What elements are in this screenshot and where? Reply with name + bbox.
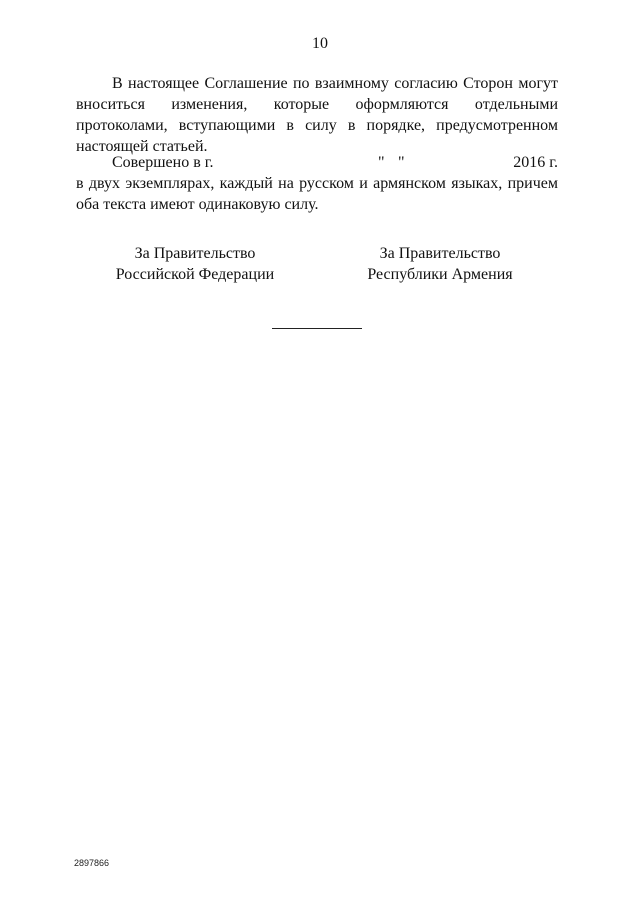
paragraph-amendments	[76, 73, 558, 157]
document-code: 2897866	[74, 858, 110, 868]
signature-block-armenia	[355, 243, 525, 285]
paragraph-copies: в двух экземплярах, каждый на русском и армянском языках, причем оба текста имеют одинаковую силу.	[76, 175, 558, 213]
signing-place-date-line	[76, 152, 558, 173]
date-quote-close: "	[398, 154, 405, 171]
signature-armenia-line2: Республики Армения	[367, 266, 513, 283]
end-of-text-rule	[272, 328, 362, 329]
paragraph-amendments-text: В настоящее Соглашение по взаимному согласию Сторон могут вноситься изменения, которые оформляются отдельными протоколами, вступающими в силу в порядке, предусмотренном настоящей статьей.	[76, 75, 558, 155]
signature-block-russia	[110, 243, 280, 285]
signature-russia-line1: За Правительство	[134, 245, 256, 262]
page-number: 10	[312, 35, 328, 52]
signing-year: 2016 г.	[513, 154, 558, 171]
signing-place-label: Совершено в г.	[112, 154, 214, 171]
signature-russia-line2: Российской Федерации	[115, 266, 275, 283]
date-quote-open: "	[378, 154, 385, 171]
signature-armenia-line1: За Правительство	[379, 245, 501, 262]
